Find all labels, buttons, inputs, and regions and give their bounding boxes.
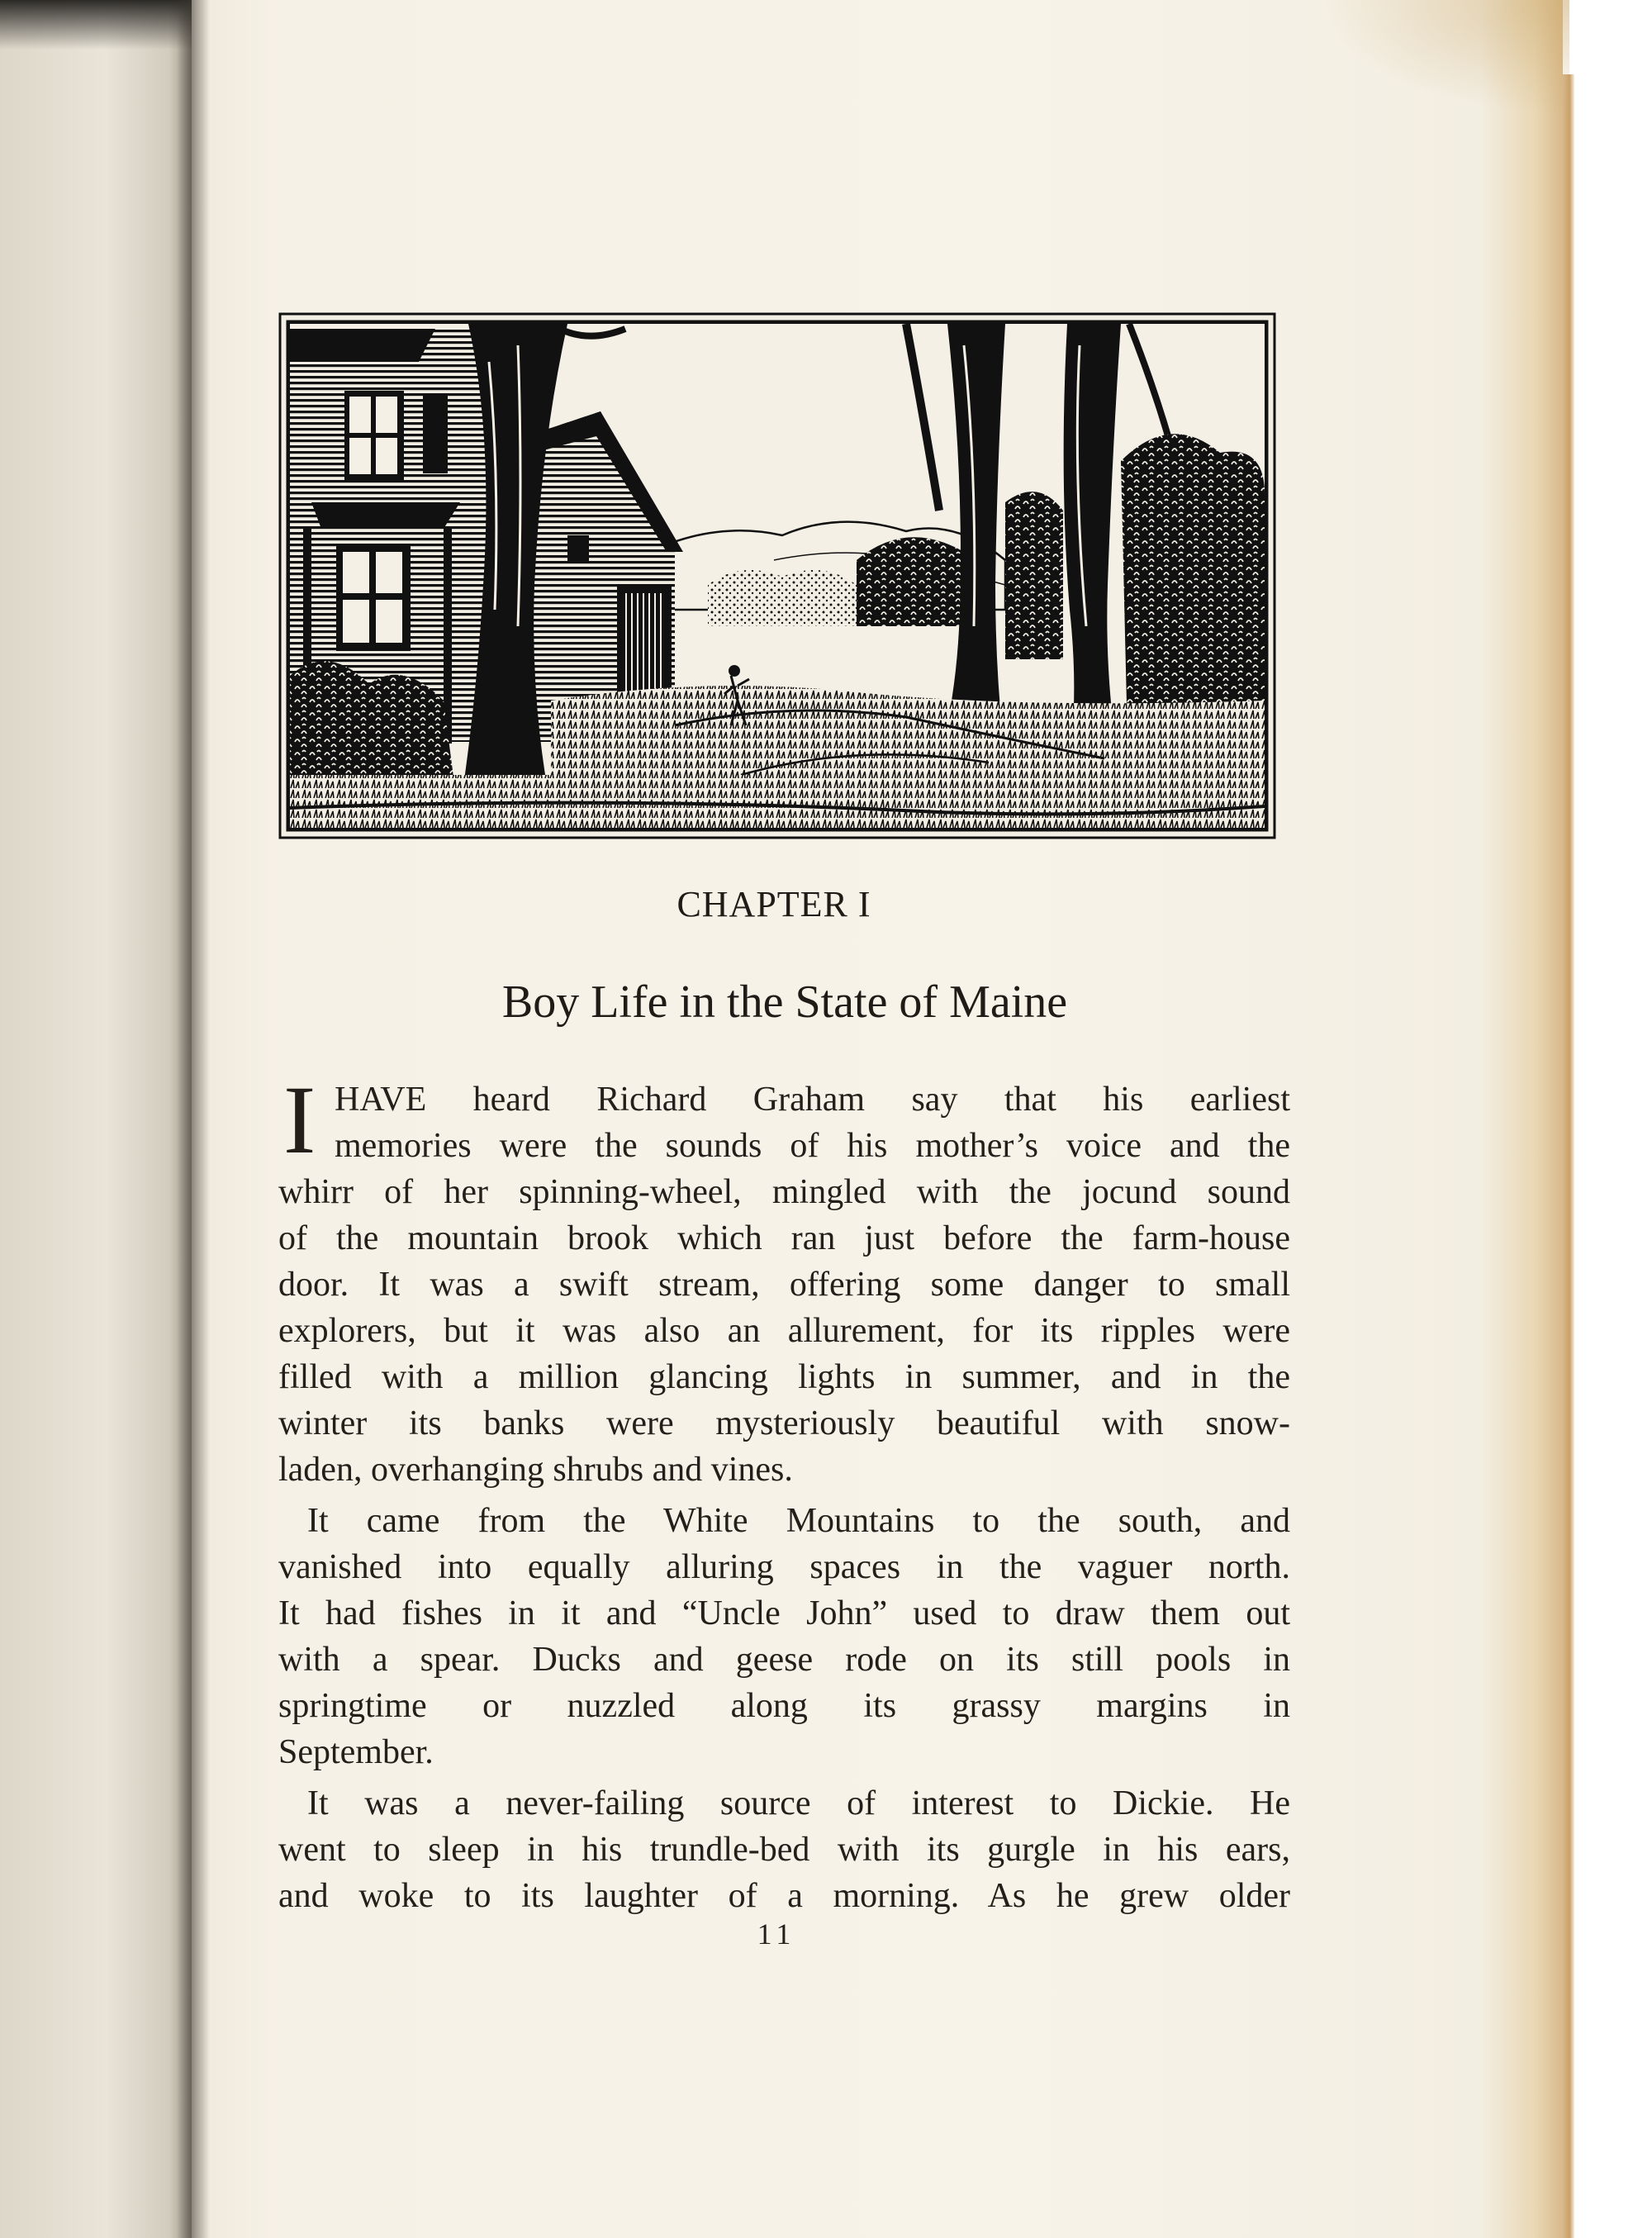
page-number: 11 [757,1917,796,1951]
text-line: September. [278,1733,434,1771]
text-line: It was a never-failing source of interest to Dickie. He [307,1784,1290,1822]
drop-cap: I [283,1066,316,1174]
page-stain [1322,0,1569,116]
text-line: laden, overhanging shrubs and vines. [278,1451,793,1489]
text-line: It came from the White Mountains to the south, and [307,1502,1290,1540]
text-line: door. It was a swift stream, offering some danger to small [278,1266,1290,1304]
text-line: It had fishes in it and “Uncle John” used to draw them out [278,1594,1290,1632]
text-line: explorers, but it was also an allurement, for its ripples were [278,1312,1290,1350]
woodcut-illustration [278,312,1276,839]
text-line: went to sleep in his trundle-bed with its gurgle in his ears, [278,1831,1290,1869]
text-line: HAVE heard Richard Graham say that his earliest [335,1081,1290,1119]
text-line: of the mountain brook which ran just before the farm-house [278,1219,1290,1257]
chapter-title: Boy Life in the State of Maine [501,976,1068,1028]
book-cover-shadow [0,0,192,50]
chapter-number: CHAPTER I [676,884,871,924]
text-line: and woke to its laughter of a morning. As he grew older [278,1877,1290,1915]
gutter-shadow [177,0,210,2238]
text-line: memories were the sounds of his mother’s voice and the [335,1127,1290,1165]
text-line: winter its banks were mysteriously beautiful with snow- [278,1404,1290,1442]
text-line: whirr of her spinning-wheel, mingled with the jocund sound [278,1173,1290,1211]
text-line: filled with a million glancing lights in summer, and in the [278,1358,1290,1396]
left-facing-page [0,0,192,2238]
text-line: with a spear. Ducks and geese rode on its still pools in [278,1641,1290,1679]
page-edge [1563,74,1574,2238]
text-line: vanished into equally alluring spaces in the vaguer north. [278,1548,1290,1586]
text-line: springtime or nuzzled along its grassy margins in [278,1687,1290,1725]
